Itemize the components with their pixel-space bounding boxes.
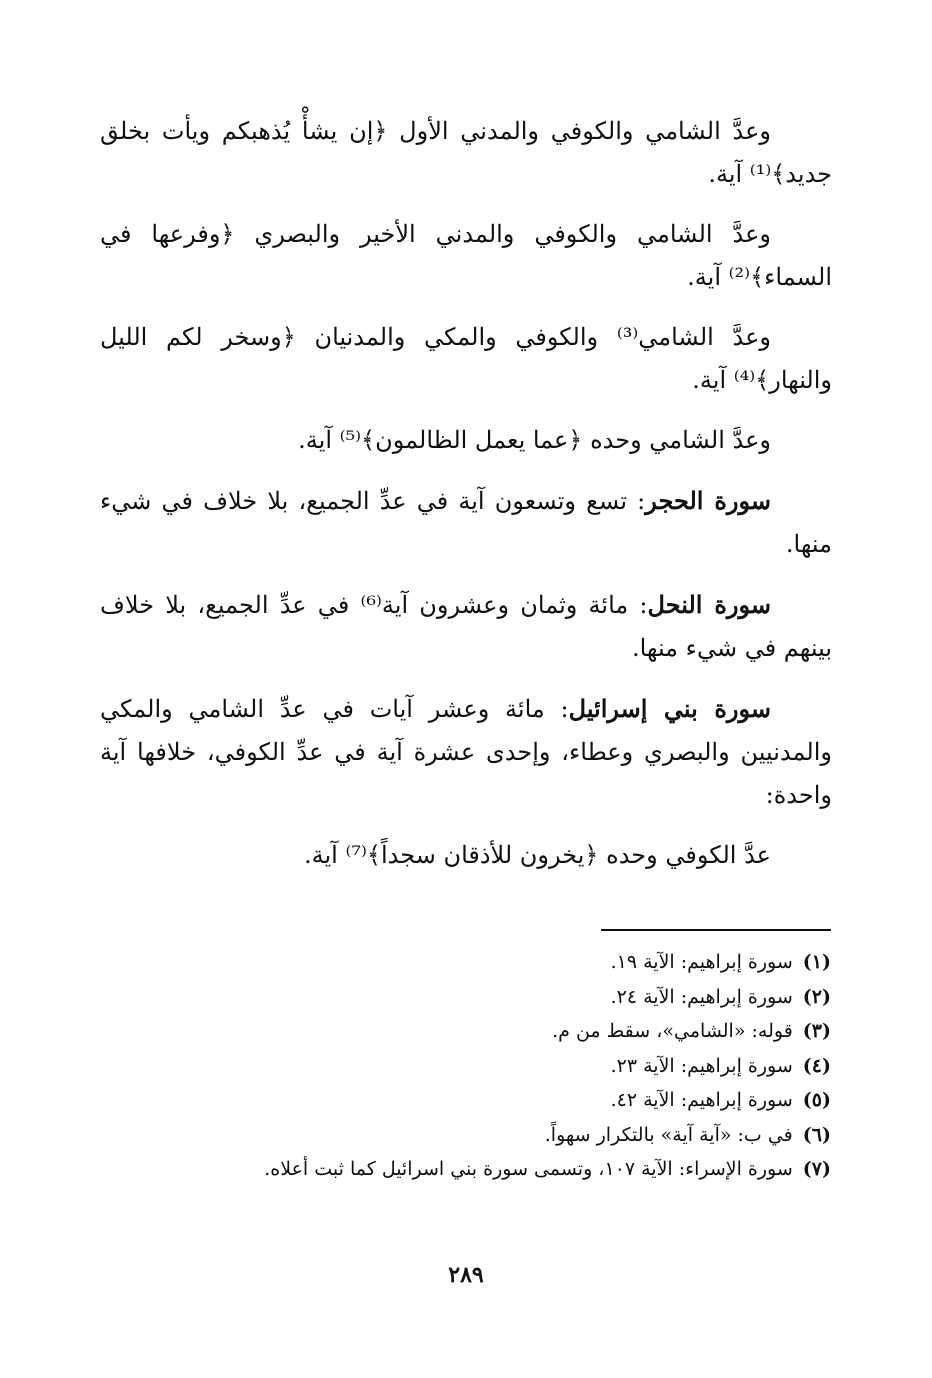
paragraph-ibrahim-count-4: [100, 419, 832, 462]
paragraph-text: وعدَّ الشامي والكوفي والمدني الأخير والبصري ﴿وفرعها في السماء﴾⁽²⁾ آية.: [100, 220, 832, 291]
paragraph-ibrahim-count-3: [100, 316, 832, 402]
paragraph-surah-bani-israil: [100, 687, 832, 817]
paragraph-text: وعدَّ الشامي وحده ﴿عما يعمل الظالمون﴾⁽⁵⁾ آية.: [298, 426, 771, 454]
page-number: ٢٨٩: [448, 1262, 484, 1288]
footnote-number: (٦): [802, 1123, 831, 1146]
footnote-item: [111, 945, 831, 980]
footnote-number: (٥): [802, 1089, 831, 1111]
footnote-text: قوله: «الشامي»، سقط من م.: [552, 1020, 793, 1042]
surah-title: سورة الحجر: [645, 486, 771, 515]
footnote-item: [111, 1118, 831, 1153]
footnote-text: في ب: «آية آية» بالتكرار سهواً.: [544, 1123, 793, 1146]
footnote-divider: [601, 929, 831, 931]
footnote-number: (٧): [802, 1158, 831, 1180]
footnote-number: (٣): [802, 1020, 831, 1042]
footnote-text: سورة إبراهيم: الآية ١٩.: [610, 951, 793, 973]
footnote-number: (٢): [802, 985, 831, 1008]
surah-title: سورة بني إسرائيل: [568, 694, 772, 723]
paragraph-surah-an-nahl: [100, 583, 832, 670]
footnote-text: سورة الإسراء: الآية ١٠٧، وتسمى سورة بني اسرائيل كما ثبت أعلاه.: [264, 1158, 793, 1180]
main-text: [100, 110, 832, 877]
footnote-item: [111, 1152, 831, 1187]
paragraph-ibrahim-count-1: [100, 110, 832, 196]
footnote-number: (٤): [802, 1054, 831, 1077]
footnote-item: [111, 1014, 831, 1049]
footnote-text: سورة إبراهيم: الآية ٤٢.: [610, 1089, 793, 1111]
footnote-text: سورة إبراهيم: الآية ٢٣.: [610, 1054, 793, 1077]
paragraph-ibrahim-count-2: [100, 213, 832, 299]
paragraph-text: : مائة وثمان وعشرون آية⁽⁶⁾ في عدِّ الجميع، بلا خلاف بينهم في شيء منها.: [100, 591, 832, 662]
footnote-item: [111, 980, 831, 1015]
footnotes: [111, 945, 831, 1187]
paragraph-text: عدَّ الكوفي وحده ﴿يخرون للأذقان سجداً﴾⁽⁷⁾ آية.: [303, 841, 771, 869]
footnote-item: [111, 1049, 831, 1084]
paragraph-bani-israil-count: [100, 834, 832, 877]
footnote-text: سورة إبراهيم: الآية ٢٤.: [610, 985, 793, 1008]
paragraph-text: وعدَّ الشامي والكوفي والمدني الأول ﴿إن يشأْ يُذهبكم ويأت بخلق جديد﴾⁽¹⁾ آية.: [100, 117, 832, 188]
footnote-number: (١): [802, 951, 831, 973]
paragraph-text: : تسع وتسعون آية في عدِّ الجميع، بلا خلاف في شيء منها.: [100, 487, 832, 558]
paragraph-surah-al-hijr: [100, 479, 832, 566]
paragraph-text: وعدَّ الشامي⁽³⁾ والكوفي والمكي والمدنيان ﴿وسخر لكم الليل والنهار﴾⁽⁴⁾ آية.: [100, 323, 832, 394]
surah-title: سورة النحل: [647, 590, 772, 619]
footnote-item: [111, 1083, 831, 1118]
paragraph-text: : مائة وعشر آيات في عدِّ الشامي والمكي والمدنيين والبصري وعطاء، وإحدى عشرة آية في عدِّ الكوفي، خلافها آية واحدة:: [100, 695, 832, 809]
